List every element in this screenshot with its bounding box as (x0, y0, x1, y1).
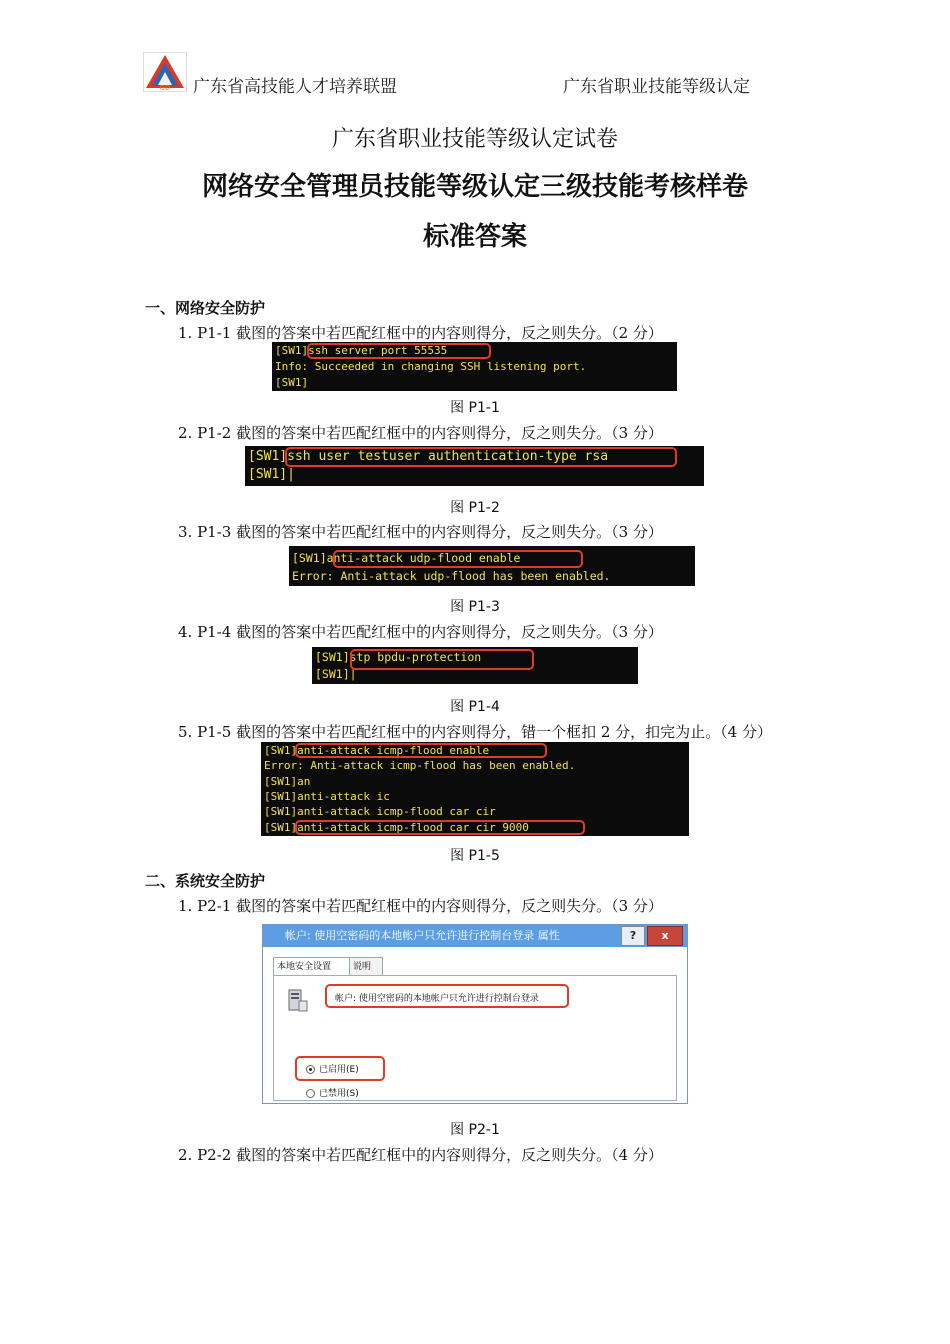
terminal-line: [SW1]| (315, 667, 357, 681)
exam-title: 广东省职业技能等级认定试卷 (331, 127, 618, 152)
figure-caption-p1-4: 图 P1-4 (450, 699, 500, 715)
svg-text:GD: GD (159, 84, 171, 92)
close-button[interactable]: x (647, 926, 683, 946)
terminal-line: [SW1]ssh user testuser authentication-type rsa (248, 449, 609, 464)
page-header (143, 52, 783, 96)
terminal-line: Error: Anti-attack icmp-flood has been enabled. (264, 759, 576, 772)
terminal-line: Info: Succeeded in changing SSH listening port. (275, 360, 587, 373)
answer-highlight-box (295, 743, 547, 758)
answer-key-title: 标准答案 (422, 222, 527, 252)
dialog-title: 帐户: 使用空密码的本地帐户只允许进行控制台登录 属性 (263, 925, 687, 947)
terminal-screenshot-p1-5 (261, 742, 689, 836)
terminal-line: [SW1]| (248, 467, 295, 482)
policy-name: 帐户: 使用空密码的本地帐户只允许进行控制台登录 (335, 994, 539, 1004)
question-p1-5: 5. P1-5 截图的答案中若匹配红框中的内容则得分，错一个框扣 2 分，扣完为止。（4 分） (178, 723, 772, 741)
disabled-label: 已禁用(S) (319, 1089, 359, 1099)
terminal-line: [SW1] (275, 376, 309, 389)
terminal-line: [SW1]ssh server port 55535 (275, 344, 448, 357)
question-p1-2: 2. P1-2 截图的答案中若匹配红框中的内容则得分，反之则失分。（3 分） (178, 424, 663, 442)
terminal-screenshot-p1-1 (272, 342, 677, 391)
terminal-line: [SW1]anti-attack icmp-flood car cir 9000 (264, 821, 529, 834)
enabled-label: 已启用(E) (319, 1065, 359, 1075)
exam-subtitle: 网络安全管理员技能等级认定三级技能考核样卷 (201, 172, 748, 202)
figure-caption-p1-5: 图 P1-5 (450, 848, 500, 864)
answer-highlight-box (333, 550, 583, 568)
figure-caption-p1-3: 图 P1-3 (450, 599, 500, 615)
terminal-screenshot-p1-4 (312, 647, 638, 684)
terminal-line: [SW1]anti-attack icmp-flood enable (264, 744, 490, 757)
question-p1-1: 1. P1-1 截图的答案中若匹配红框中的内容则得分，反之则失分。（2 分） (178, 324, 663, 342)
terminal-line: [SW1]stp bpdu-protection (315, 650, 482, 664)
tab-explain[interactable]: 说明 (349, 957, 383, 976)
question-p2-1: 1. P2-1 截图的答案中若匹配红框中的内容则得分，反之则失分。（3 分） (178, 897, 663, 915)
tab-local-security-setting[interactable]: 本地安全设置 (273, 957, 351, 976)
answer-highlight-box (350, 649, 534, 670)
answer-highlight-box (285, 447, 677, 467)
enabled-radio[interactable] (306, 1065, 315, 1074)
terminal-screenshot-p1-2 (245, 446, 704, 486)
certification-name: 广东省职业技能等级认定 (563, 77, 750, 97)
section-heading-system: 二、系统安全防护 (145, 872, 266, 890)
answer-highlight-box (295, 820, 585, 835)
policy-server-icon (287, 987, 309, 1013)
terminal-line: [SW1]an (264, 775, 311, 788)
figure-caption-p1-1: 图 P1-1 (450, 400, 500, 416)
terminal-line: Error: Anti-attack udp-flood has been enabled. (292, 569, 611, 583)
section-heading-network: 一、网络安全防护 (145, 299, 266, 317)
question-p1-4: 4. P1-4 截图的答案中若匹配红框中的内容则得分，反之则失分。（3 分） (178, 623, 663, 641)
disabled-radio[interactable] (306, 1089, 315, 1098)
help-button[interactable]: ? (621, 926, 645, 946)
alliance-logo-icon (143, 52, 187, 92)
terminal-screenshot-p1-3 (289, 546, 695, 586)
question-p2-2: 2. P2-2 截图的答案中若匹配红框中的内容则得分，反之则失分。（4 分） (178, 1146, 663, 1164)
terminal-line: [SW1]anti-attack udp-flood enable (292, 551, 521, 565)
figure-caption-p1-2: 图 P1-2 (450, 500, 500, 516)
terminal-line: [SW1]anti-attack ic (264, 790, 390, 803)
terminal-line: [SW1]anti-attack icmp-flood car cir (264, 805, 496, 818)
policy-properties-dialog (262, 924, 688, 1104)
alliance-name: 广东省高技能人才培养联盟 (193, 77, 397, 97)
figure-caption-p2-1: 图 P2-1 (450, 1122, 500, 1138)
question-p1-3: 3. P1-3 截图的答案中若匹配红框中的内容则得分，反之则失分。（3 分） (178, 523, 663, 541)
answer-highlight-box (307, 343, 491, 359)
